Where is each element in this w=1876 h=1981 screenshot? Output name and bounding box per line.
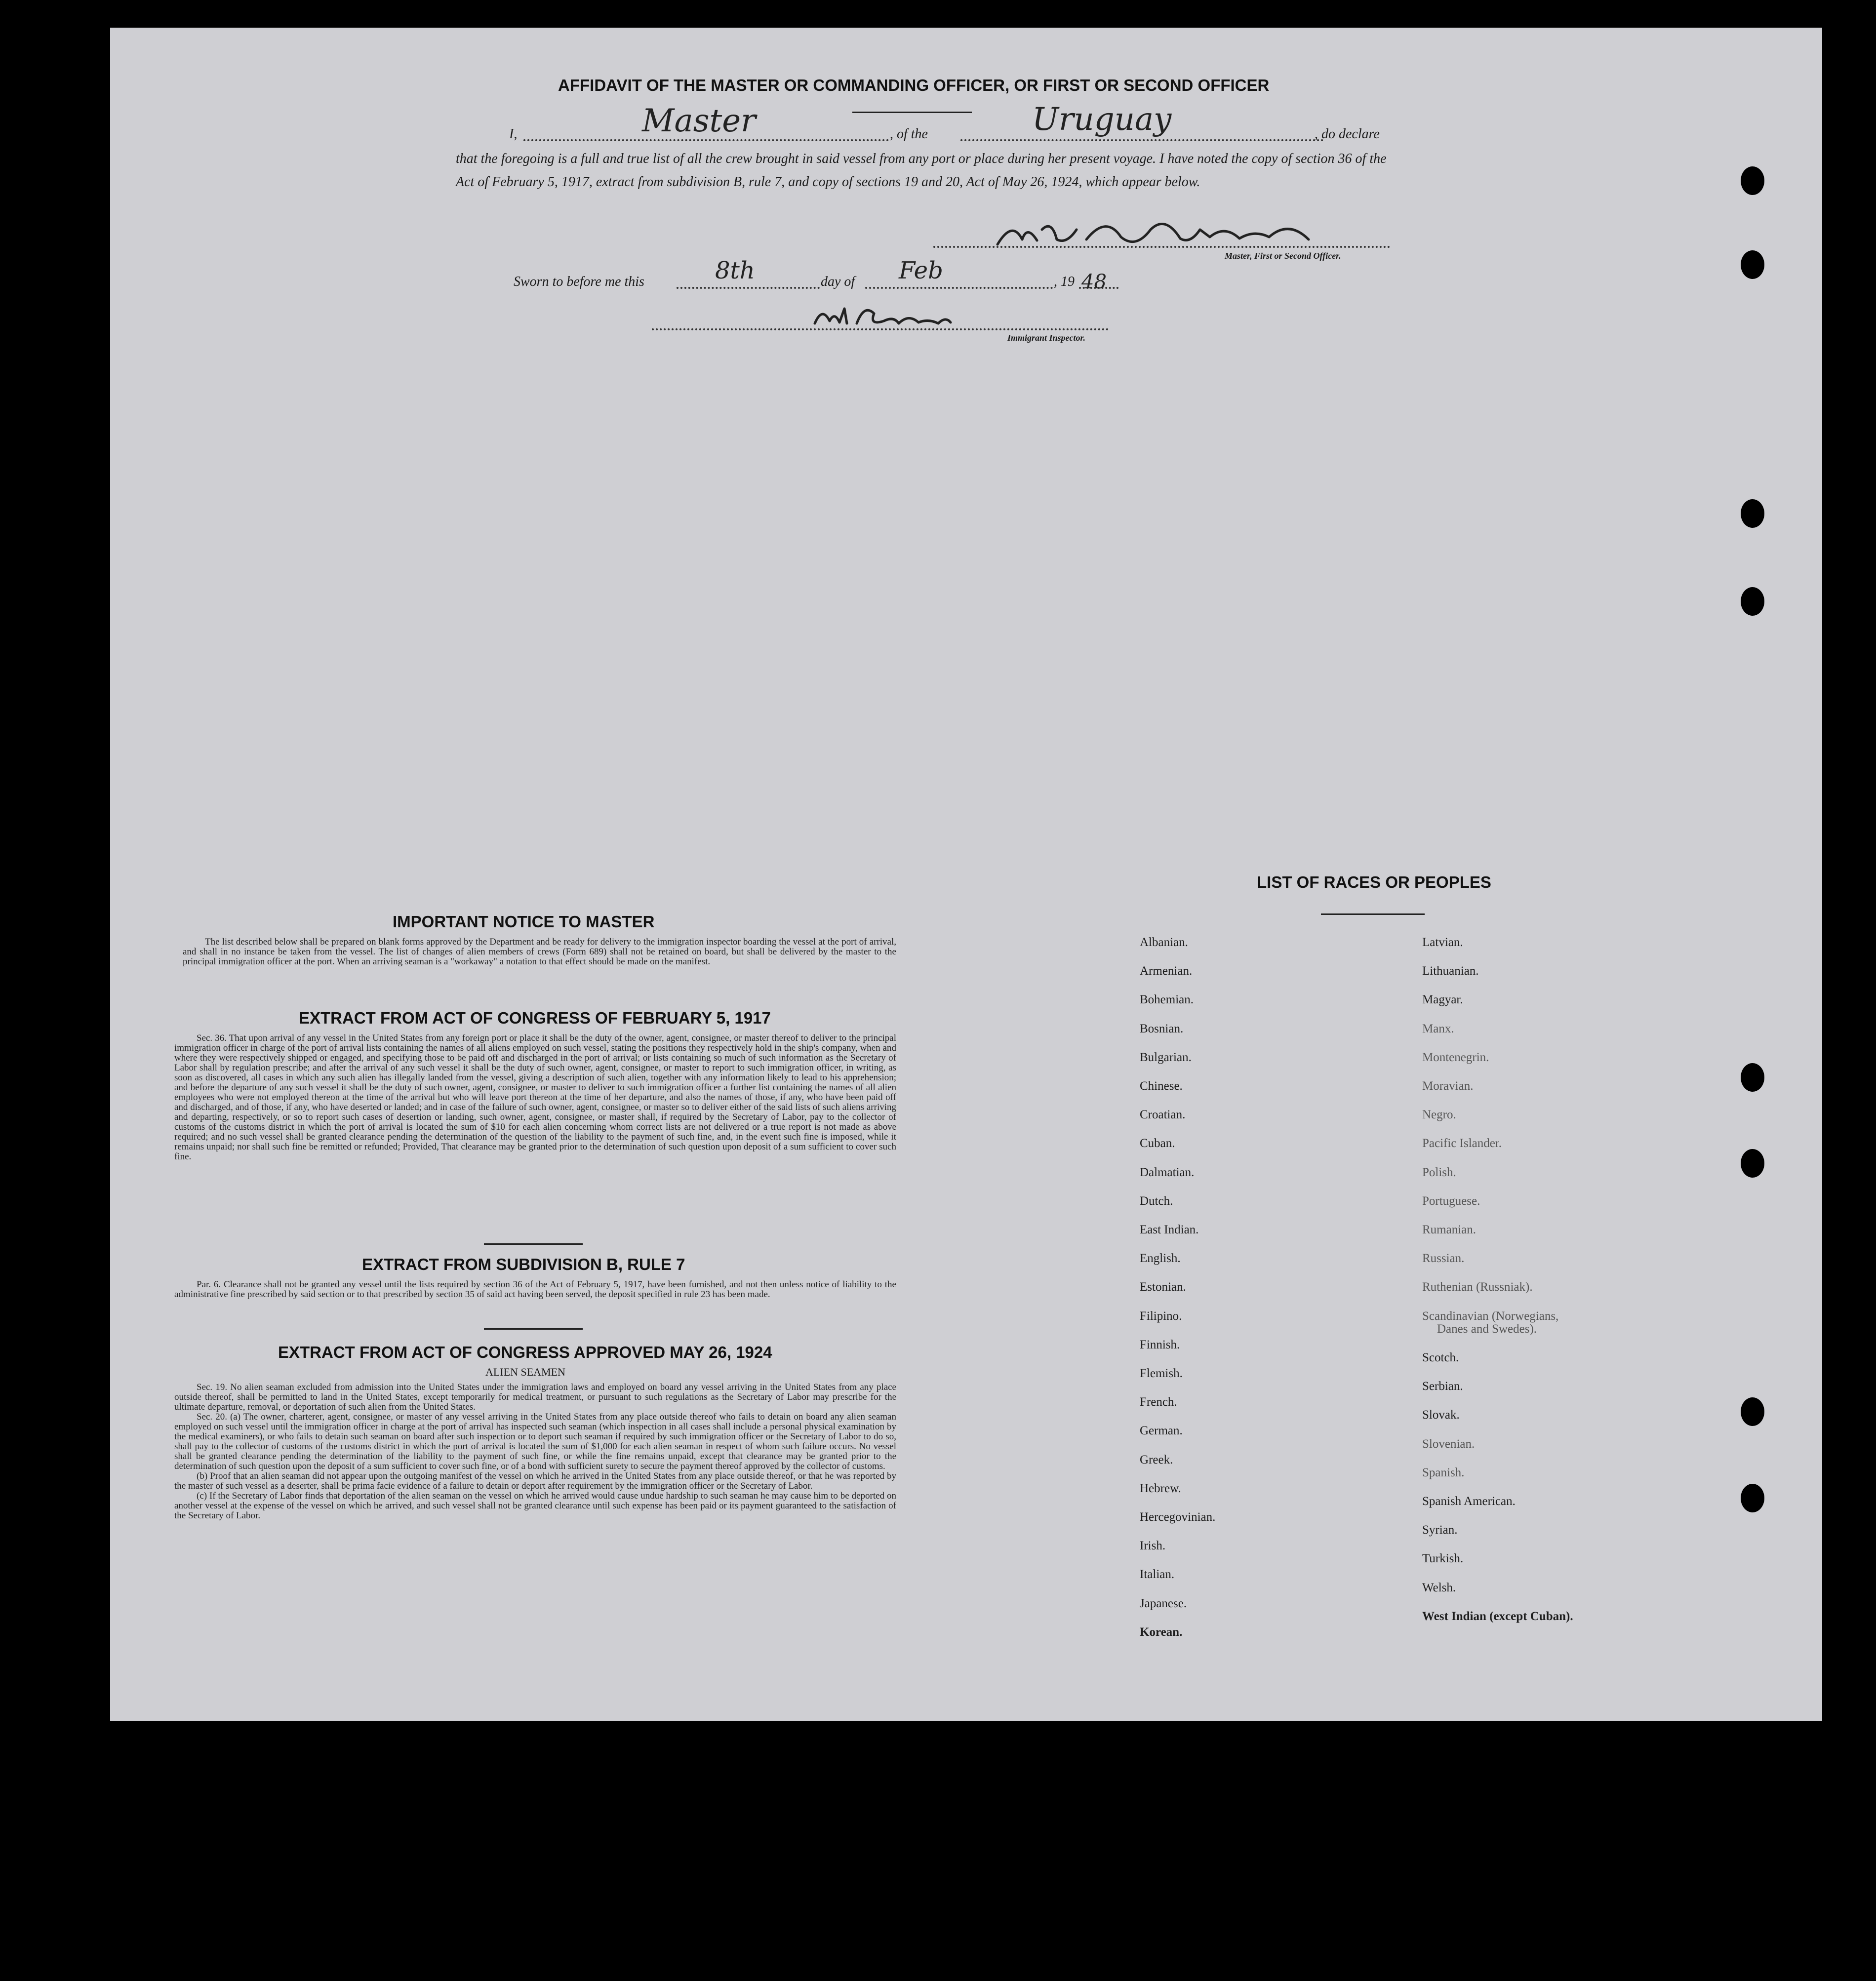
race-item: Welsh. bbox=[1422, 1581, 1456, 1594]
race-item: Manx. bbox=[1422, 1022, 1454, 1035]
punch-hole bbox=[1741, 1063, 1764, 1092]
race-item: Lithuanian. bbox=[1422, 964, 1479, 978]
race-item: Greek. bbox=[1140, 1453, 1173, 1466]
race-item: Danes and Swedes). bbox=[1437, 1322, 1537, 1336]
race-item: Korean. bbox=[1140, 1625, 1183, 1639]
handwritten-vessel: Uruguay bbox=[1032, 101, 1172, 138]
inspector-caption: Immigrant Inspector. bbox=[1007, 333, 1086, 343]
month-field-line bbox=[865, 287, 1053, 289]
handwritten-year: 48 bbox=[1081, 271, 1107, 293]
race-item: West Indian (except Cuban). bbox=[1422, 1609, 1573, 1623]
race-item: Hercegovinian. bbox=[1140, 1510, 1216, 1524]
race-item: Rumanian. bbox=[1422, 1223, 1477, 1236]
extract-1924-title: EXTRACT FROM ACT OF CONGRESS APPROVED MAY 26, 1924 bbox=[278, 1343, 772, 1361]
race-item: Turkish. bbox=[1422, 1552, 1464, 1566]
section-19-paragraph: Sec. 19. No alien seaman excluded from admission into the United States under the immigration laws and employed on board any vessel arriving in the United States from any place outside thereof, shall be permitted to land in the United States, except temporarily for medical treatment, or pursuant to such regulations as the Secretary of Labor may prescribe for the ultimate departure, removal, or deportation of such alien from the United States. bbox=[174, 1382, 896, 1412]
race-item: East Indian. bbox=[1140, 1223, 1199, 1236]
punch-hole bbox=[1741, 587, 1764, 616]
section-20b-paragraph: (b) Proof that an alien seaman did not appear upon the outgoing manifest of the vessel on which he arrived in the United States from any place outside thereof, or that he was reported by the master of such vessel as a deserter, shall be prima facie evidence of a failure to detain or deport after requirement by the immigration officer or the Secretary of Labor. bbox=[174, 1471, 896, 1491]
race-item: Armenian. bbox=[1140, 964, 1193, 978]
section-rule bbox=[484, 1328, 583, 1330]
race-item: Scandinavian (Norwegians, bbox=[1422, 1309, 1559, 1323]
sworn-prefix: Sworn to before me this bbox=[514, 274, 644, 289]
do-declare-label: , do declare bbox=[1315, 126, 1380, 142]
race-item: Japanese. bbox=[1140, 1596, 1187, 1610]
of-the-label: , of the bbox=[890, 126, 928, 142]
race-item: Syrian. bbox=[1422, 1523, 1458, 1537]
race-item: Bulgarian. bbox=[1140, 1050, 1192, 1064]
race-item: Finnish. bbox=[1140, 1338, 1180, 1351]
handwritten-master: Master bbox=[642, 103, 756, 139]
race-item: Negro. bbox=[1422, 1108, 1456, 1122]
race-item: Ruthenian (Russniak). bbox=[1422, 1280, 1533, 1294]
race-item: French. bbox=[1140, 1395, 1177, 1409]
section-20c-paragraph: (c) If the Secretary of Labor finds that deportation of the alien seaman on the vessel on which he arrived would cause undue hardship to such seaman he may cause him to be deported on another vessel at the expense of the vessel on which he arrived, and such vessel shall not be granted clearance until such expense has been paid or its payment guaranteed to the satisfaction of the Secretary of Labor. bbox=[174, 1491, 896, 1521]
extract-1917-title: EXTRACT FROM ACT OF CONGRESS OF FEBRUARY 5, 1917 bbox=[299, 1009, 771, 1027]
alien-seamen-subtitle: ALIEN SEAMEN bbox=[485, 1366, 565, 1378]
race-item: English. bbox=[1140, 1252, 1181, 1266]
race-item: German. bbox=[1140, 1424, 1183, 1438]
race-item: Portuguese. bbox=[1422, 1194, 1480, 1208]
signature-caption: Master, First or Second Officer. bbox=[1225, 251, 1341, 261]
race-item: Dalmatian. bbox=[1140, 1165, 1195, 1179]
punch-hole bbox=[1741, 250, 1764, 279]
punch-hole bbox=[1741, 1149, 1764, 1178]
race-item: Cuban. bbox=[1140, 1137, 1175, 1150]
title-rule bbox=[852, 112, 972, 113]
officer-signature bbox=[993, 210, 1328, 254]
extract-1924-body bbox=[174, 1383, 896, 1521]
race-item: Hebrew. bbox=[1140, 1481, 1181, 1495]
vessel-field-line bbox=[960, 139, 1323, 141]
subdivision-text: Par. 6. Clearance shall not be granted any vessel until the lists required by section 36 of the Act of February 5, 1917, have been furnished, and not then unless notice of liability to the administrative fine prescribed by said section or to that prescribed by section 35 of said act having been served, the deposit specified in rule 23 has been made. bbox=[174, 1279, 896, 1300]
handwritten-month: Feb bbox=[899, 257, 943, 284]
race-item: Estonian. bbox=[1140, 1280, 1186, 1294]
section-rule bbox=[484, 1243, 583, 1245]
race-item: Scotch. bbox=[1422, 1350, 1459, 1364]
day-of-label: day of bbox=[821, 274, 855, 289]
race-item: Bohemian. bbox=[1140, 993, 1194, 1007]
race-item: Slovenian. bbox=[1422, 1437, 1475, 1451]
subdivision-title: EXTRACT FROM SUBDIVISION B, RULE 7 bbox=[362, 1255, 685, 1273]
race-item: Moravian. bbox=[1422, 1079, 1474, 1093]
punch-hole bbox=[1741, 499, 1764, 528]
race-item: Spanish American. bbox=[1422, 1494, 1516, 1508]
year-prefix: , 19 bbox=[1054, 274, 1075, 289]
punch-hole bbox=[1741, 166, 1764, 195]
race-item: Bosnian. bbox=[1140, 1022, 1184, 1035]
race-item: Serbian. bbox=[1422, 1380, 1463, 1393]
race-item: Flemish. bbox=[1140, 1367, 1183, 1380]
race-item: Latvian. bbox=[1422, 936, 1463, 949]
race-item: Croatian. bbox=[1140, 1108, 1186, 1122]
day-field-line bbox=[677, 287, 820, 289]
section-20a-paragraph: Sec. 20. (a) The owner, charterer, agent, consignee, or master of any vessel arriving in the United States from any place outside thereof who fails to detain on board any alien seaman employed on such vessel until the immigration officer in charge at the port of arrival has inspected such seaman (which inspection in all cases shall include a personal physical examination by the medical examiners), or who fails to detain such seaman on board after such inspection or to deport such seaman if required by such immigration officer or the Secretary of Labor to do so, shall pay to the collector of customs of the customs district in which the port of arrival is located the sum of $1,000 for each alien seaman in respect of whom such failure occurs. No vessel shall be granted clearance pending the determination of the liability to the payment of such fine, or while the fine remains unpaid, except that clearance may be granted prior to the determination of such question upon the deposit of a sum sufficient to cover such fine, or of a bond with sufficient surety to secure the payment thereof approved by the collector of customs. bbox=[174, 1412, 896, 1471]
race-item: Albanian. bbox=[1140, 936, 1188, 949]
notice-text: The list described below shall be prepared on blank forms approved by the Department and be ready for delivery to the immigration inspector boarding the vessel at the port of arrival, and shall in no instance be taken from the vessel. The list of changes of alien members of crews (Form 689) shall not be retained on board, but shall be delivered by the master to the principal immigration officer at the port. When an arriving seaman is a "workaway" a notation to that effect should be made on the manifest. bbox=[183, 937, 896, 967]
races-title: LIST OF RACES OR PEOPLES bbox=[1257, 873, 1491, 891]
punch-hole bbox=[1741, 1397, 1764, 1426]
race-item: Magyar. bbox=[1422, 993, 1463, 1007]
inspector-signature bbox=[810, 299, 958, 331]
affidavit-title: AFFIDAVIT OF THE MASTER OR COMMANDING OFFICER, OR FIRST OR SECOND OFFICER bbox=[558, 76, 1270, 94]
race-item: Polish. bbox=[1422, 1165, 1456, 1179]
handwritten-day: 8th bbox=[715, 257, 755, 284]
race-item: Irish. bbox=[1140, 1539, 1166, 1553]
races-rule bbox=[1321, 913, 1425, 915]
affidavit-body: that the foregoing is a full and true list of all the crew brought in said vessel from any port or place during her present voyage. I have noted the copy of section 36 of the Act of February 5, 1917, extract from subdivision B, rule 7, and copy of sections 19 and 20, Act of May 26, 1924, which appear below. bbox=[456, 151, 1387, 190]
name-field-line bbox=[523, 139, 889, 141]
notice-title: IMPORTANT NOTICE TO MASTER bbox=[393, 912, 655, 931]
race-item: Russian. bbox=[1422, 1252, 1465, 1266]
punch-hole bbox=[1741, 1484, 1764, 1512]
race-item: Spanish. bbox=[1422, 1466, 1465, 1479]
extract-1917-text: Sec. 36. That upon arrival of any vessel in the United States from any foreign port or place it shall be the duty of the owner, agent, consignee, or master thereof to deliver to the principal immigration officer in charge of the port of arrival lists containing the names of all aliens employed on such vessel, stating the positions they respectively hold in the ship's company, when and where they were respectively shipped or engaged, and specifying those to be paid off and discharged in the port of arrival; or lists containing so much of such information as the Secretary of Labor shall by regulation prescribe; and after the arrival of any such vessel it shall be the duty of such owner, agent, consignee, or master to report to such immigration officer, in writing, as soon as discovered, all cases in which any such alien has illegally landed from the vessel, giving a description of such alien, together with any information likely to lead to his apprehension; and before the departure of any such vessel it shall be the duty of such owner, agent, consignee, or master to deliver to such immigration officer a further list containing the names of all alien employees who were not employed thereon at the time of the arrival but who will leave port thereon at the time of her departure, and also the names of those, if any, who have been paid off and discharged, and of those, if any, who have deserted or landed; and in case of the failure of such owner, agent, consignee, or master so to deliver either of the said lists of such aliens arriving and departing, respectively, or so to report such cases of desertion or landing, such owner, agent, consignee, or master shall, if required by the Secretary of Labor, pay to the collector of customs of the customs district in which the port of arrival is located the sum of $10 for each alien concerning whom correct lists are not delivered or a true report is not made as above required; and no such vessel shall be granted clearance pending the determination of the question of the liability to the payment of such fine, and, in the event such fine is imposed, while it remains unpaid; nor shall such fine be remitted or refunded; Provided, That clearance may be granted prior to the determination of such question upon deposit of a sum sufficient to cover such fine. bbox=[174, 1033, 896, 1162]
race-item: Montenegrin. bbox=[1422, 1050, 1489, 1064]
race-item: Pacific Islander. bbox=[1422, 1137, 1502, 1150]
affidavit-i-label: I, bbox=[509, 126, 518, 142]
race-item: Chinese. bbox=[1140, 1079, 1183, 1093]
race-item: Filipino. bbox=[1140, 1309, 1182, 1323]
race-item: Italian. bbox=[1140, 1568, 1175, 1582]
race-item: Dutch. bbox=[1140, 1194, 1173, 1208]
race-item: Slovak. bbox=[1422, 1408, 1460, 1422]
